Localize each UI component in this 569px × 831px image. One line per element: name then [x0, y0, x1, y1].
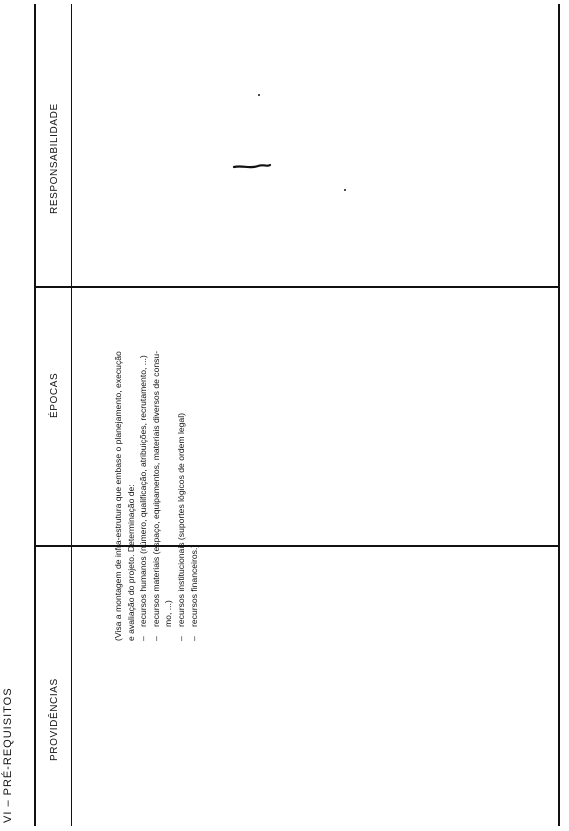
- list-item: [188, 351, 201, 641]
- providencias-line-2: e avaliação do projeto. Determinação de:: [125, 484, 136, 641]
- list-item-text: recursos institucionais (suportes lógicos de ordem legal): [175, 413, 186, 627]
- list-item: [175, 351, 188, 641]
- dash-bullet: –: [188, 636, 199, 641]
- dash-bullet: –: [175, 636, 186, 641]
- list-item: [162, 351, 175, 641]
- column-divider-2: [34, 286, 559, 288]
- list-item: [137, 351, 150, 641]
- ink-speck: [258, 94, 260, 96]
- pen-mark: [232, 149, 272, 179]
- table-rule-bottom: [558, 4, 560, 826]
- list-item: [150, 351, 163, 641]
- header-epocas: ÉPOCAS: [49, 372, 60, 418]
- ink-speck: [344, 189, 346, 191]
- dash-bullet: –: [138, 636, 149, 641]
- list-item-text: recursos humanos (número, qualificação, atribuições, recrutamento, ...): [138, 355, 149, 627]
- list-item-text: recursos materiais (espaço, equipamentos, materiais diversos de consu-: [150, 350, 161, 627]
- list-item-text: recursos financeiros.): [188, 544, 199, 627]
- table-rule-header: [71, 4, 72, 826]
- dash-bullet: –: [150, 636, 161, 641]
- header-providencias: PROVIDÊNCIAS: [49, 678, 60, 761]
- providencias-text: [112, 351, 200, 641]
- table-rule-top: [34, 4, 36, 826]
- providencias-line-1: (Visa a montagem de infra-estrutura que embase o planejamento, execução: [113, 351, 123, 641]
- header-responsabilidade: RESPONSABILIDADE: [49, 103, 60, 214]
- list-item-text: mo, ...): [163, 600, 174, 627]
- section-title: VI – PRÉ-REQUISITOS: [2, 687, 14, 823]
